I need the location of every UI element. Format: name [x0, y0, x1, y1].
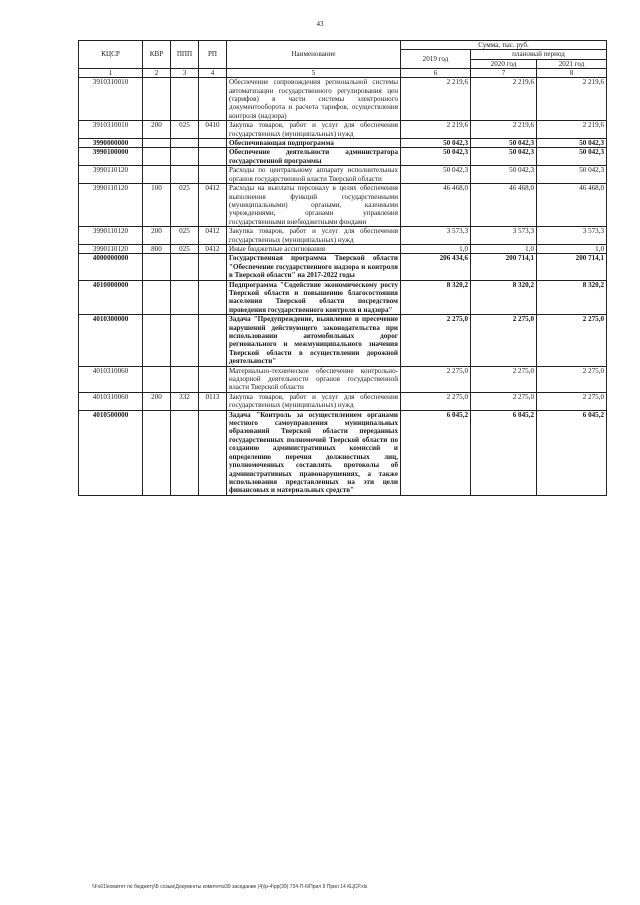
- header-ppp: ППП: [171, 41, 199, 69]
- cell-sum-2019: 50 042,3: [401, 139, 471, 148]
- cell-kcsr: 3910310010: [79, 121, 143, 139]
- cell-kvr: [143, 148, 171, 166]
- header-year-2020: 2020 год: [471, 59, 537, 68]
- cell-ppp: 025: [171, 184, 199, 227]
- table-row: [79, 244, 607, 253]
- cell-kcsr: 4010310060: [79, 366, 143, 392]
- cell-sum-2020: 50 042,3: [471, 148, 537, 166]
- cell-sum-2020: 2 275,0: [471, 366, 537, 392]
- header-year-2019: 2019 год: [401, 50, 471, 69]
- cell-kcsr: 3990110120: [79, 227, 143, 245]
- cell-sum-2019: 46 468,0: [401, 184, 471, 227]
- cell-rp: [199, 166, 227, 184]
- cell-sum-2019: 1,0: [401, 244, 471, 253]
- column-index-cell: 6: [401, 69, 471, 78]
- cell-rp: 0412: [199, 227, 227, 245]
- cell-kcsr: 3910310010: [79, 78, 143, 121]
- cell-rp: [199, 315, 227, 366]
- cell-sum-2021: 50 042,3: [537, 148, 607, 166]
- cell-kvr: 100: [143, 184, 171, 227]
- cell-ppp: 332: [171, 392, 199, 410]
- cell-ppp: [171, 166, 199, 184]
- cell-sum-2020: 2 219,6: [471, 121, 537, 139]
- cell-sum-2021: 46 468,0: [537, 184, 607, 227]
- cell-name: Материально-техническое обеспечение контрольно-надзорной деятельности органов государственной власти Тверской области: [227, 366, 401, 392]
- header-sum: Сумма, тыс. руб.: [401, 41, 607, 50]
- cell-sum-2021: 200 714,1: [537, 254, 607, 280]
- cell-sum-2019: 2 219,6: [401, 121, 471, 139]
- header-name: Наименование: [227, 41, 401, 69]
- cell-rp: [199, 78, 227, 121]
- column-index-cell: 1: [79, 69, 143, 78]
- column-index-cell: 3: [171, 69, 199, 78]
- cell-sum-2020: 200 714,1: [471, 254, 537, 280]
- table-row: [79, 184, 607, 227]
- cell-rp: [199, 139, 227, 148]
- cell-kvr: [143, 366, 171, 392]
- cell-kvr: 200: [143, 121, 171, 139]
- cell-ppp: [171, 280, 199, 315]
- cell-kvr: 800: [143, 244, 171, 253]
- cell-name: Задача "Контроль за осуществлением органами местного самоуправления муниципальных образований Тверской области переданных государственных полномочий Тверской области по созданию административных комиссий и определению перечня должностных лиц, уполномоченных составлять протоколы об административных правонарушениях, а также использования представленных на эти цели финансовых и материальных средств": [227, 410, 401, 495]
- cell-name: Обеспечивающая подпрограмма: [227, 139, 401, 148]
- cell-sum-2019: 2 275,0: [401, 366, 471, 392]
- cell-ppp: [171, 366, 199, 392]
- cell-kcsr: 4010000000: [79, 280, 143, 315]
- page-number: 43: [316, 20, 324, 28]
- cell-sum-2021: 3 573,3: [537, 227, 607, 245]
- cell-ppp: 025: [171, 227, 199, 245]
- budget-table: [78, 40, 607, 496]
- cell-name: Иные бюджетные ассигнования: [227, 244, 401, 253]
- table-row: [79, 121, 607, 139]
- cell-name: Закупка товаров, работ и услуг для обеспечения государственных (муниципальных) нужд: [227, 392, 401, 410]
- cell-sum-2021: 2 275,0: [537, 392, 607, 410]
- cell-kvr: [143, 315, 171, 366]
- cell-kcsr: 3990110120: [79, 184, 143, 227]
- cell-kcsr: 4010300000: [79, 315, 143, 366]
- table-row: [79, 410, 607, 495]
- cell-name: Закупка товаров, работ и услуг для обеспечения государственных (муниципальных) нужд: [227, 227, 401, 245]
- column-index-cell: 5: [227, 69, 401, 78]
- table-row: [79, 392, 607, 410]
- cell-ppp: [171, 148, 199, 166]
- cell-sum-2020: 6 045,2: [471, 410, 537, 495]
- cell-kcsr: 4000000000: [79, 254, 143, 280]
- cell-sum-2021: 2 275,0: [537, 315, 607, 366]
- cell-ppp: [171, 78, 199, 121]
- cell-name: Обеспечение сопровождения региональной системы автоматизации государственного регулирования цен (тарифов) в части системы электронного документооборота и расчета тарифов, осуществления контроля (надзора): [227, 78, 401, 121]
- cell-rp: 0410: [199, 121, 227, 139]
- cell-sum-2021: 8 320,2: [537, 280, 607, 315]
- cell-name: Подпрограмма "Содействие экономическому росту Тверской области и повышению благосостояния населения Тверской области посредством проведения государственного контроля и надзора": [227, 280, 401, 315]
- header-kcsr: КЦСР: [79, 41, 143, 69]
- cell-sum-2020: 46 468,0: [471, 184, 537, 227]
- cell-sum-2021: 6 045,2: [537, 410, 607, 495]
- cell-sum-2019: 2 275,0: [401, 392, 471, 410]
- cell-sum-2019: 3 573,3: [401, 227, 471, 245]
- cell-sum-2019: 2 219,6: [401, 78, 471, 121]
- cell-kcsr: 3990100000: [79, 148, 143, 166]
- cell-sum-2019: 8 320,2: [401, 280, 471, 315]
- cell-kvr: [143, 139, 171, 148]
- cell-name: Государственная программа Тверской области "Обеспечение государственного надзора и контроля в Тверской области" на 2017-2022 годы: [227, 254, 401, 280]
- cell-kvr: [143, 78, 171, 121]
- cell-name: Обеспечение деятельности администратора государственной программы: [227, 148, 401, 166]
- cell-ppp: 025: [171, 244, 199, 253]
- column-index-cell: 2: [143, 69, 171, 78]
- table-row: [79, 227, 607, 245]
- cell-rp: [199, 280, 227, 315]
- cell-ppp: [171, 315, 199, 366]
- cell-sum-2020: 2 219,6: [471, 78, 537, 121]
- cell-kcsr: 4010310060: [79, 392, 143, 410]
- cell-sum-2020: 3 573,3: [471, 227, 537, 245]
- cell-sum-2020: 50 042,3: [471, 139, 537, 148]
- cell-kvr: [143, 254, 171, 280]
- table-row: [79, 166, 607, 184]
- cell-sum-2019: 206 434,6: [401, 254, 471, 280]
- footer-file-path: \\Fs01\комитет по бюджету\Б созыв\Документы комитета\39 заседание (4)\р-4\pp(39) 734-П-6\Прил 9 Прил 14 КЦСР.xls: [92, 884, 368, 890]
- cell-ppp: 025: [171, 121, 199, 139]
- cell-ppp: [171, 410, 199, 495]
- cell-sum-2021: 2 219,6: [537, 121, 607, 139]
- cell-kvr: [143, 410, 171, 495]
- cell-name: Расходы на выплаты персоналу в целях обеспечения выполнения функций государственными (муниципальными) органами, казенными учреждениями, органами управления государственными внебюджетными фондами: [227, 184, 401, 227]
- column-index-row: [79, 69, 607, 78]
- cell-ppp: [171, 139, 199, 148]
- cell-kvr: 200: [143, 227, 171, 245]
- cell-sum-2019: 50 042,3: [401, 166, 471, 184]
- cell-name: Закупка товаров, работ и услуг для обеспечения государственных (муниципальных) нужд: [227, 121, 401, 139]
- cell-rp: [199, 366, 227, 392]
- column-index-cell: 8: [537, 69, 607, 78]
- table-body: [79, 78, 607, 496]
- cell-rp: [199, 410, 227, 495]
- table-row: [79, 254, 607, 280]
- table-row: [79, 139, 607, 148]
- header-rp: РП: [199, 41, 227, 69]
- cell-sum-2019: 2 275,0: [401, 315, 471, 366]
- table-row: [79, 148, 607, 166]
- header-kvr: КВР: [143, 41, 171, 69]
- cell-sum-2020: 50 042,3: [471, 166, 537, 184]
- cell-sum-2020: 1,0: [471, 244, 537, 253]
- table-row: [79, 78, 607, 121]
- column-index-cell: 7: [471, 69, 537, 78]
- cell-sum-2019: 50 042,3: [401, 148, 471, 166]
- header-planned-period: плановый период: [471, 50, 607, 59]
- cell-name: Задача "Предупреждение, выявление и пресечение нарушений действующего законодательства при использовании автомобильных дорог регионального и межмуниципального значения Тверской области в осуществлении дорожной деятельности": [227, 315, 401, 366]
- table-row: [79, 315, 607, 366]
- table-row: [79, 366, 607, 392]
- cell-kvr: [143, 280, 171, 315]
- cell-sum-2021: 2 219,6: [537, 78, 607, 121]
- cell-name: Расходы по центральному аппарату исполнительных органов государственной власти Тверской области: [227, 166, 401, 184]
- cell-kcsr: 3990110120: [79, 166, 143, 184]
- cell-rp: [199, 148, 227, 166]
- column-index-cell: 4: [199, 69, 227, 78]
- cell-sum-2020: 2 275,0: [471, 392, 537, 410]
- cell-ppp: [171, 254, 199, 280]
- cell-kvr: 200: [143, 392, 171, 410]
- cell-kcsr: 4010500000: [79, 410, 143, 495]
- table-row: [79, 280, 607, 315]
- cell-kcsr: 3990000000: [79, 139, 143, 148]
- cell-sum-2021: 50 042,3: [537, 139, 607, 148]
- cell-kcsr: 3990110120: [79, 244, 143, 253]
- cell-rp: 0412: [199, 184, 227, 227]
- cell-kvr: [143, 166, 171, 184]
- cell-rp: 0113: [199, 392, 227, 410]
- cell-sum-2019: 6 045,2: [401, 410, 471, 495]
- cell-sum-2020: 8 320,2: [471, 280, 537, 315]
- header-year-2021: 2021 год: [537, 59, 607, 68]
- cell-sum-2021: 50 042,3: [537, 166, 607, 184]
- cell-sum-2021: 2 275,0: [537, 366, 607, 392]
- cell-sum-2021: 1,0: [537, 244, 607, 253]
- table-header: [79, 41, 607, 78]
- cell-rp: 0412: [199, 244, 227, 253]
- cell-rp: [199, 254, 227, 280]
- cell-sum-2020: 2 275,0: [471, 315, 537, 366]
